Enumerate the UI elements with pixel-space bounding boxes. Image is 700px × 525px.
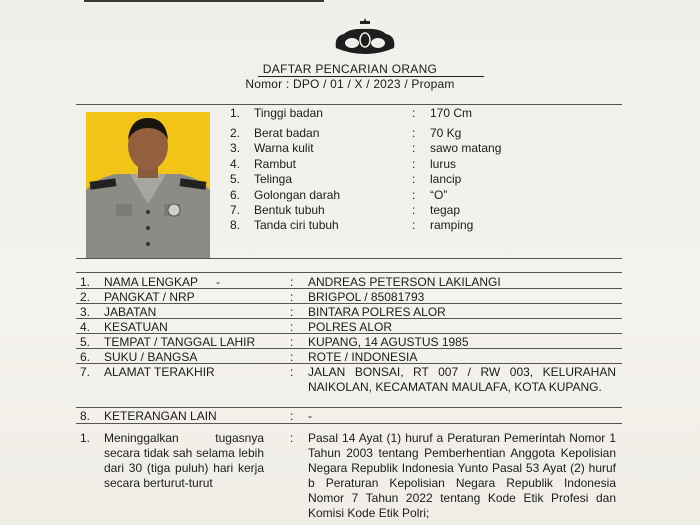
row-label: Bentuk tubuh [254, 203, 325, 217]
document-number: Nomor : DPO / 01 / X / 2023 / Propam [245, 77, 455, 91]
row-number: 3. [80, 305, 91, 319]
colon: : [412, 157, 416, 171]
row-number: 2. [230, 126, 241, 140]
row-value: “O” [430, 188, 448, 202]
row-value: sawo matang [430, 141, 502, 155]
colon: : [290, 320, 294, 334]
row-number: 7. [230, 203, 241, 217]
row-number: 8. [230, 218, 241, 232]
row-value: ramping [430, 218, 474, 232]
colon: : [290, 275, 294, 289]
colon: : [290, 290, 294, 304]
colon: : [290, 409, 294, 423]
suspect-photo [86, 112, 210, 258]
mark: - [216, 275, 220, 289]
address-value: JALAN BONSAI, RT 007 / RW 003, KELURAHAN NAIKOLAN, KECAMATAN MAULAFA, KOTA KUPANG. [308, 365, 616, 394]
colon: : [412, 203, 416, 217]
row-number: 6. [230, 188, 241, 202]
row-number: 5. [230, 172, 241, 186]
colon: : [290, 350, 294, 364]
row-label: KETERANGAN LAIN [104, 409, 217, 423]
row-value: lancip [430, 172, 462, 186]
row-value: 70 Kg [430, 126, 462, 140]
row-value: ANDREAS PETERSON LAKILANGI [308, 275, 501, 289]
row-label: Telinga [254, 172, 293, 186]
row-value: BRIGPOL / 85081793 [308, 290, 425, 304]
row-number: 1. [230, 106, 241, 120]
colon: : [412, 218, 416, 232]
row-label: SUKU / BANGSA [104, 350, 198, 364]
divider [76, 407, 622, 408]
violation-description: Meninggalkan tugasnya secara tidak sah selama lebih dari 30 (tiga puluh) hari kerja secara berturut-turut [104, 431, 264, 490]
row-value: - [308, 409, 312, 423]
colon: : [290, 365, 294, 379]
top-border-line [84, 0, 324, 2]
row-number: 7. [80, 365, 91, 379]
row-value: tegap [430, 203, 461, 217]
row-value: ROTE / INDONESIA [308, 350, 418, 364]
row-number: 5. [80, 335, 91, 349]
colon: : [412, 188, 416, 202]
document-title: DAFTAR PENCARIAN ORANG [0, 62, 700, 76]
row-label: Rambut [254, 157, 297, 171]
row-label: TEMPAT / TANGGAL LAHIR [104, 335, 256, 349]
row-label: Golongan darah [254, 188, 341, 202]
colon: : [290, 431, 294, 445]
row-label: Berat badan [254, 126, 320, 140]
row-number: 3. [230, 141, 241, 155]
row-label: JABATAN [104, 305, 157, 319]
row-value: 170 Cm [430, 106, 473, 120]
row-value: KUPANG, 14 AGUSTUS 1985 [308, 335, 469, 349]
row-number: 6. [80, 350, 91, 364]
row-number: 1. [80, 275, 91, 289]
row-value: BINTARA POLRES ALOR [308, 305, 446, 319]
colon: : [412, 126, 416, 140]
colon: : [412, 106, 416, 120]
colon: : [290, 335, 294, 349]
row-label: Warna kulit [254, 141, 314, 155]
row-label: ALAMAT TERAKHIR [104, 365, 215, 379]
violation-legal-basis: Pasal 14 Ayat (1) huruf a Peraturan Pemerintah Nomor 1 Tahun 2003 tentang Pemberhentian Anggota Kepolisian Negara Republik Indonesia Yunto Pasal 53 Ayat (2) huruf b Peraturan Kepolisian Negara Republik Indonesia Nomor 7 Tahun 2022 tentang Kode Etik Profesi dan Komisi Kode Etik Polri; [308, 431, 616, 520]
divider [76, 258, 622, 259]
row-value: lurus [430, 157, 457, 171]
row-number: 4. [230, 157, 241, 171]
colon: : [412, 141, 416, 155]
row-label: PANGKAT / NRP [104, 290, 195, 304]
row-label: Tanda ciri tubuh [254, 218, 339, 232]
row-number: 4. [80, 320, 91, 334]
colon: : [412, 172, 416, 186]
police-emblem-logo [330, 18, 400, 58]
row-label: Tinggi badan [254, 106, 323, 120]
row-number: 2. [80, 290, 91, 304]
colon: : [290, 305, 294, 319]
row-number: 8. [80, 409, 91, 423]
row-label: KESATUAN [104, 320, 168, 334]
divider [76, 104, 622, 105]
row-label: NAMA LENGKAP [104, 275, 199, 289]
row-value: POLRES ALOR [308, 320, 393, 334]
row-number: 1. [80, 431, 91, 445]
divider [76, 272, 622, 273]
